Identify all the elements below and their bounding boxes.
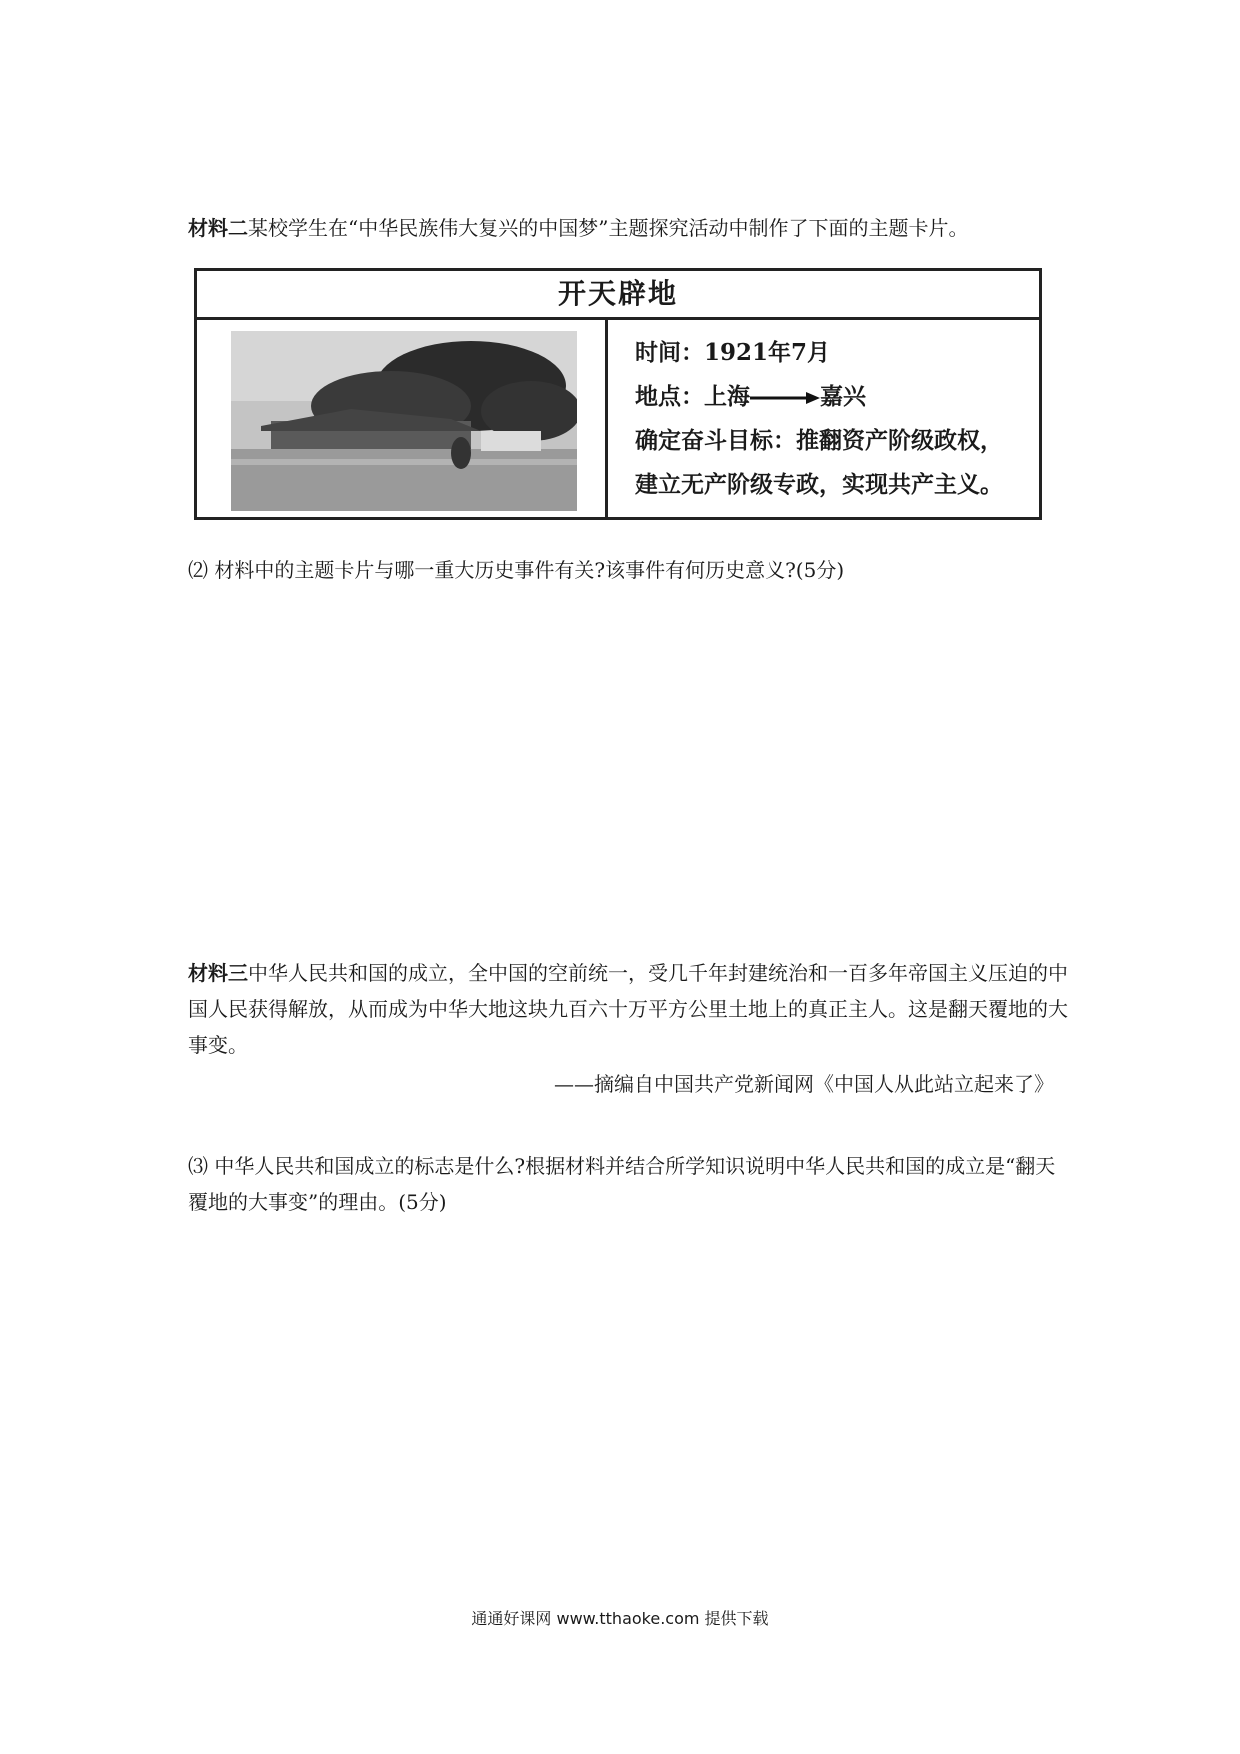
card-title: 开天辟地 [557, 277, 678, 310]
lake-boat-photo-image [231, 331, 577, 511]
card-place-row [635, 375, 1029, 419]
card-time-row [635, 331, 1029, 375]
material-2-paragraph [188, 210, 1068, 246]
card-info [635, 331, 1029, 507]
card-goal-row [635, 419, 1029, 463]
material-3-source: ——摘编自中国共产党新闻网《中国人从此站立起来了》 [554, 1072, 1054, 1096]
card-goal-label: 确定奋斗目标： [635, 427, 796, 454]
page-footer: 通通好课网 www.tthaoke.com 提供下载 [471, 1609, 769, 1628]
material-3-paragraph [188, 955, 1068, 1063]
card-time-value: 1921年7月 [704, 339, 831, 366]
arrow-right-icon [750, 390, 820, 406]
card-goal-line2: 建立无产阶级专政，实现共产主义。 [635, 471, 1003, 498]
question-2: ⑵ 材料中的主题卡片与哪一重大历史事件有关?该事件有何历史意义?(5分) [188, 558, 845, 582]
card-place-to: 嘉兴 [820, 383, 866, 410]
material-2-label: 材料二 [188, 216, 248, 240]
card-photo [231, 331, 577, 511]
card-goal-line1: 推翻资产阶级政权， [796, 427, 1003, 454]
material-2-text: 某校学生在“中华民族伟大复兴的中国梦”主题探究活动中制作了下面的主题卡片。 [248, 216, 969, 240]
card-divider [605, 317, 608, 517]
card-place-from: 上海 [704, 383, 750, 410]
card-time-label: 时间： [635, 339, 704, 366]
theme-card [194, 268, 1042, 520]
material-3-text: 中华人民共和国的成立，全中国的空前统一，受几千年封建统治和一百多年帝国主义压迫的中国人民获得解放，从而成为中华大地这块九百六十万平方公里土地上的真正主人。这是翻天覆地的大事变。 [188, 961, 1068, 1057]
card-place-label: 地点： [635, 383, 704, 410]
card-title-row [197, 271, 1039, 320]
question-3: ⑶ 中华人民共和国成立的标志是什么?根据材料并结合所学知识说明中华人民共和国的成立是“翻天覆地的大事变”的理由。(5分) [188, 1154, 1056, 1214]
material-3-label: 材料三 [188, 961, 248, 985]
